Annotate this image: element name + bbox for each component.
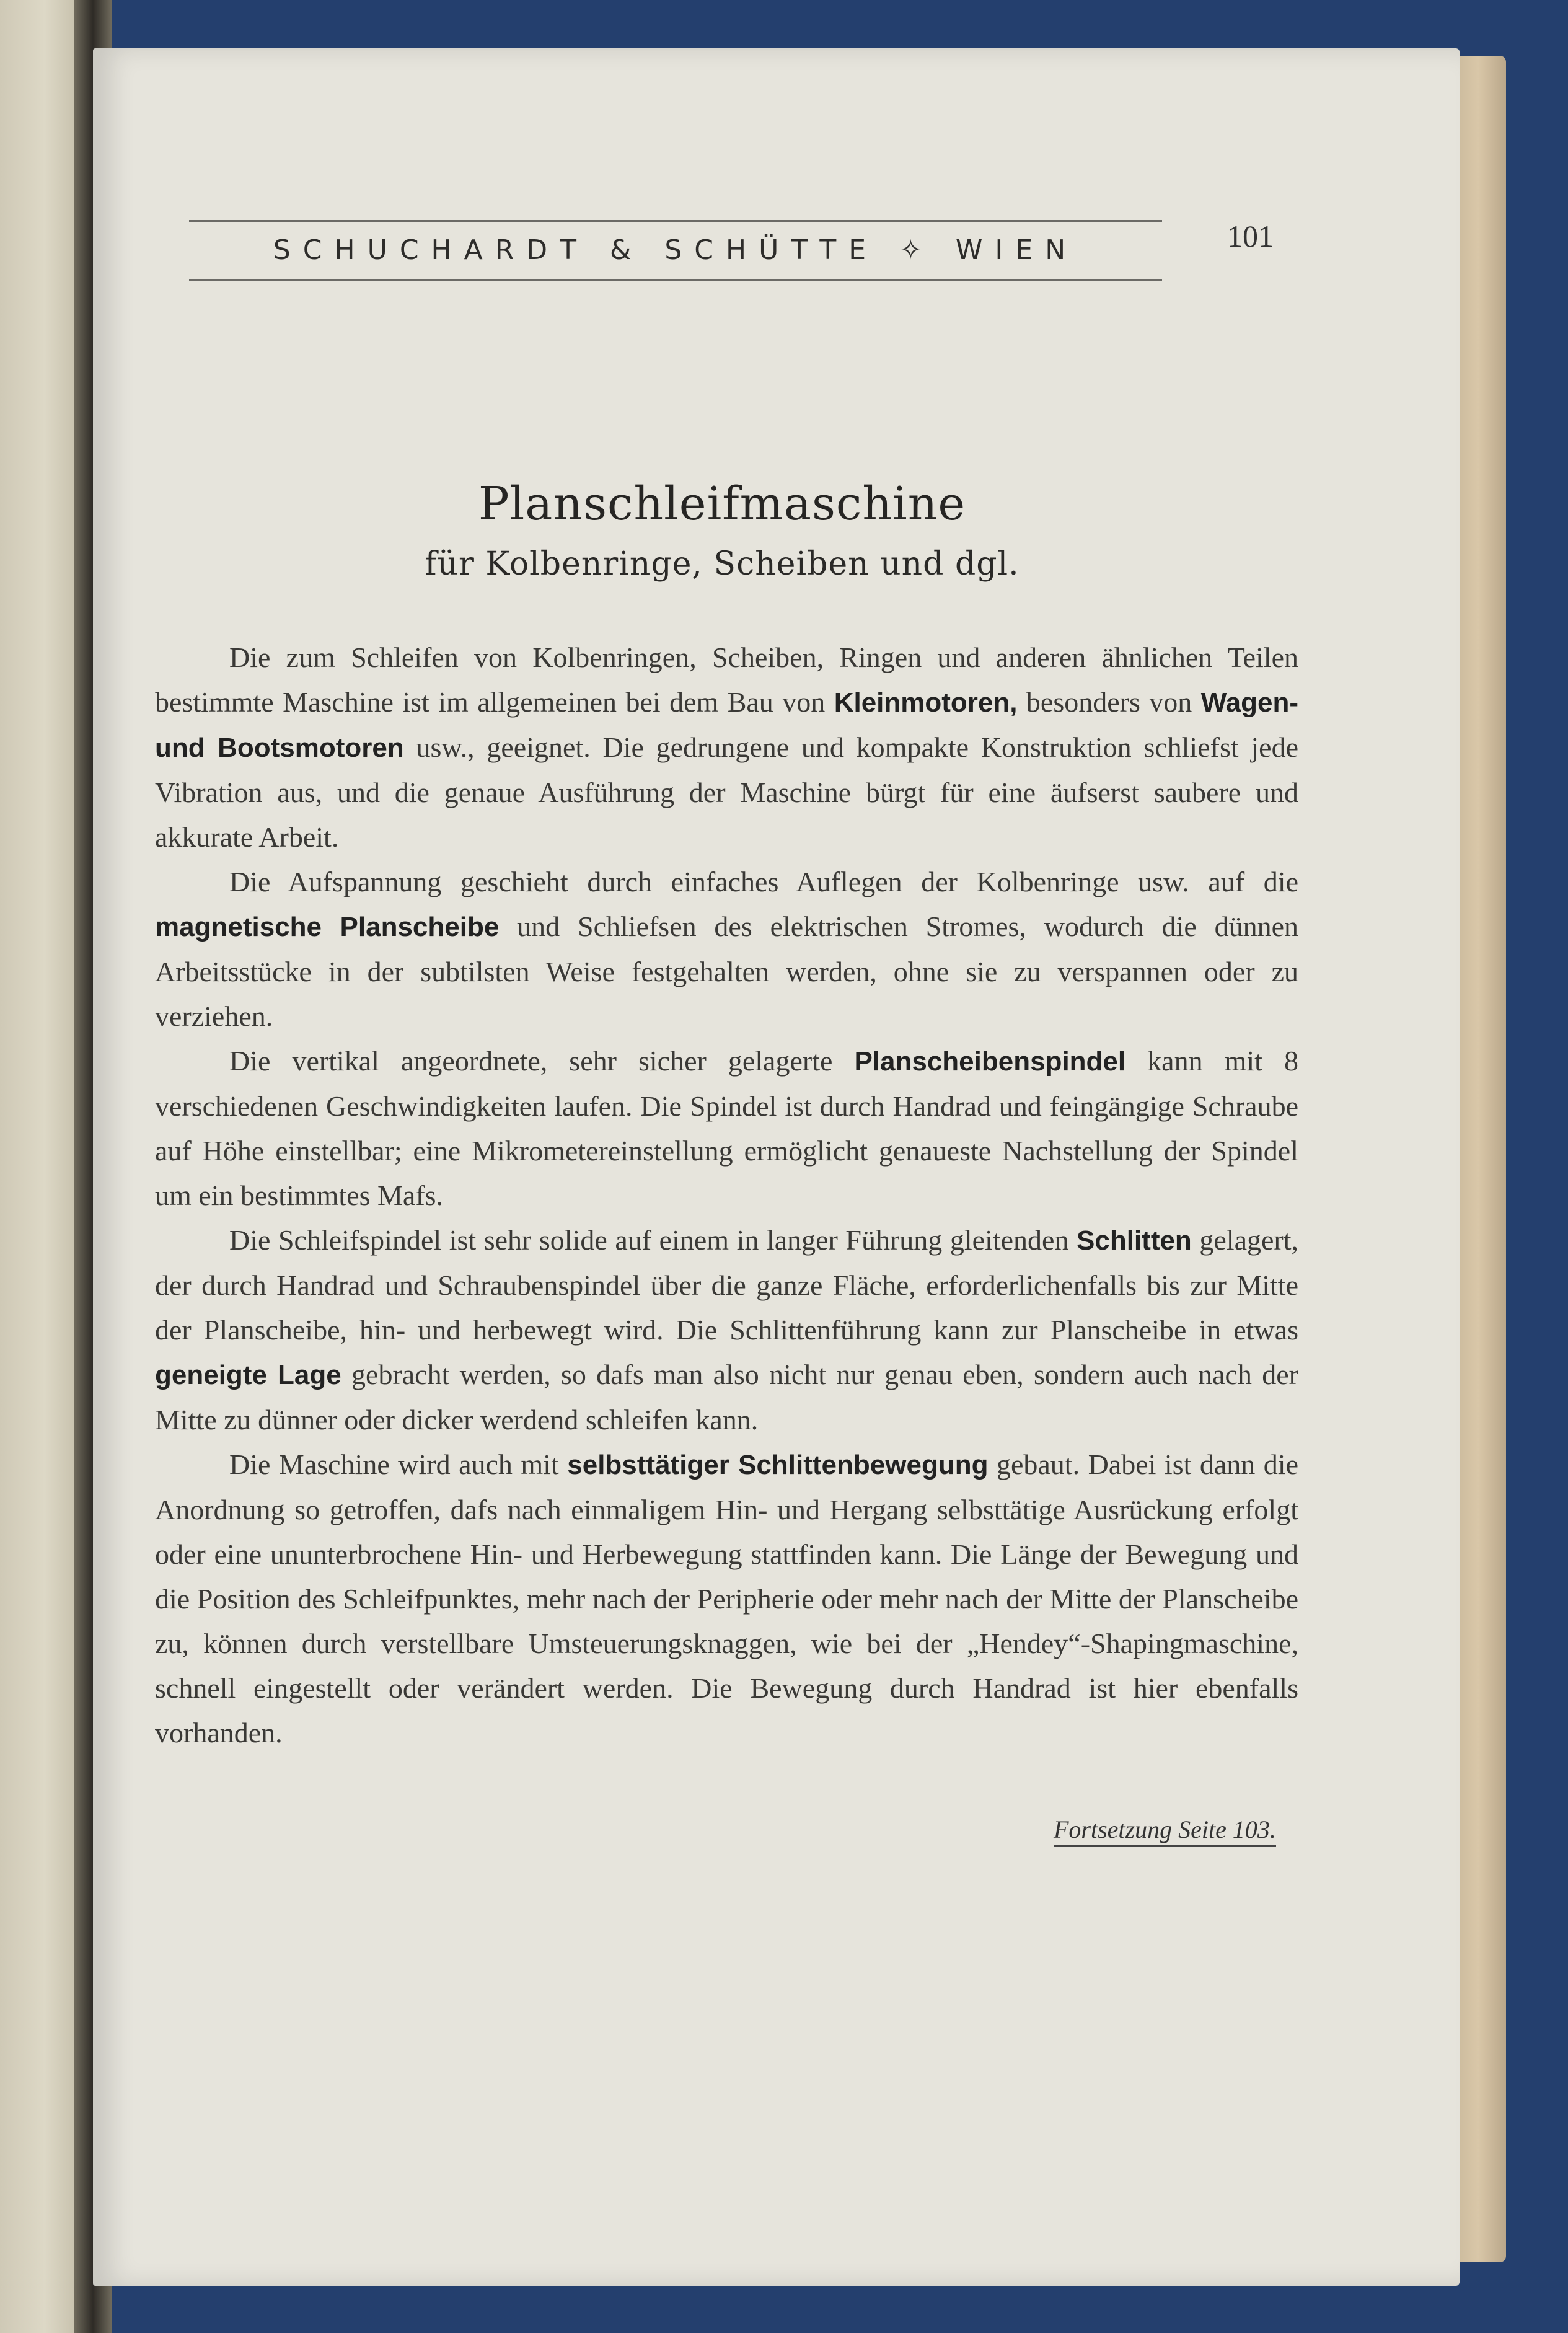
text-run: Die Maschine wird auch mit <box>229 1449 568 1480</box>
text-run: besonders von <box>1017 686 1201 718</box>
previous-page-edge <box>0 0 74 2333</box>
text-run: kann mit 8 verschiedenen Geschwindigkeiten laufen. Die Spindel ist durch Handrad und feingängige Schraube auf Höhe einstellbar; eine Mikrometereinstellung ermöglicht genaueste Nachstellung der Spindel um ein bestimmtes Mafs. <box>155 1045 1298 1211</box>
bold-term: Planscheibenspindel <box>854 1046 1126 1077</box>
page-subtitle: für Kolbenringe, Scheiben und dgl. <box>425 545 1020 583</box>
continuation-note: Fortsetzung Seite 103. <box>1054 1815 1276 1847</box>
paragraph <box>155 860 1298 1039</box>
bold-term: geneigte Lage <box>155 1360 341 1390</box>
bold-term: magnetische Planscheibe <box>155 912 500 942</box>
text-run: gebaut. Dabei ist dann die Anordnung so getroffen, dafs nach einmaligem Hin- und Hergang selbsttätige Ausrückung erfolgt oder eine ununterbrochene Hin- und Herbewegung stattfinden kann. Die Länge der Bewegung und die Position des Schleifpunktes, mehr nach der Peripherie oder mehr nach der Mitte der Planscheibe zu, können durch verstellbare Umsteuerungsknaggen, wie bei der „Hendey“-Shapingmaschine, schnell eingestellt oder verändert werden. Die Bewegung durch Handrad ist hier ebenfalls vorhanden. <box>155 1449 1298 1749</box>
paragraph <box>155 1442 1298 1755</box>
bold-term: Kleinmotoren, <box>834 687 1018 718</box>
firm-name: SCHUCHARDT & SCHÜTTE ✧ WIEN <box>273 234 1078 266</box>
header-rule-top <box>189 220 1162 222</box>
page-title: Planschleifmaschine <box>478 477 966 531</box>
text-run: gelagert, der durch Handrad und Schraubenspindel über die ganze Fläche, erforderlichenfalls bis zur Mitte der Planscheibe, hin- und herbewegt wird. Die Schlittenführung kann zur Planscheibe in etwas <box>155 1224 1298 1346</box>
bold-term: Wagen- und Bootsmotoren <box>155 687 1298 763</box>
header-rule-bottom <box>189 279 1162 281</box>
text-run: Die Aufspannung geschieht durch einfaches Auflegen der Kolbenringe usw. auf die <box>229 866 1298 897</box>
text-run: Die vertikal angeordnete, sehr sicher gelagerte <box>229 1045 855 1077</box>
paragraph <box>155 1218 1298 1442</box>
paragraph <box>155 635 1298 860</box>
paragraph <box>155 1039 1298 1218</box>
text-run: und Schliefsen des elektrischen Stromes, wodurch die dünnen Arbeitsstücke in der subtilsten Weise festgehalten werden, ohne sie zu verspannen oder zu verziehen. <box>155 911 1298 1032</box>
text-run: gebracht werden, so dafs man also nicht nur genau eben, sondern auch nach der Mitte zu dünner oder dicker werdend schleifen kann. <box>155 1359 1299 1436</box>
text-run: Die zum Schleifen von Kolbenringen, Scheiben, Ringen und anderen ähnlichen Teilen bestimmte Maschine ist im allgemeinen bei dem Bau von <box>155 642 1298 718</box>
page-number: 101 <box>1227 219 1274 254</box>
text-run: Die Schleifspindel ist sehr solide auf einem in langer Führung gleitenden <box>229 1224 1077 1256</box>
body-text <box>155 635 1298 1755</box>
bold-term: Schlitten <box>1077 1225 1192 1256</box>
running-header <box>189 170 1162 282</box>
text-run: usw., geeignet. Die gedrungene und kompakte Konstruktion schliefst jede Vibration aus, und die genaue Ausführung der Maschine bürgt für eine äufserst saubere und akkurate Arbeit. <box>155 731 1298 853</box>
bold-term: selbsttätiger Schlittenbewegung <box>567 1450 989 1480</box>
